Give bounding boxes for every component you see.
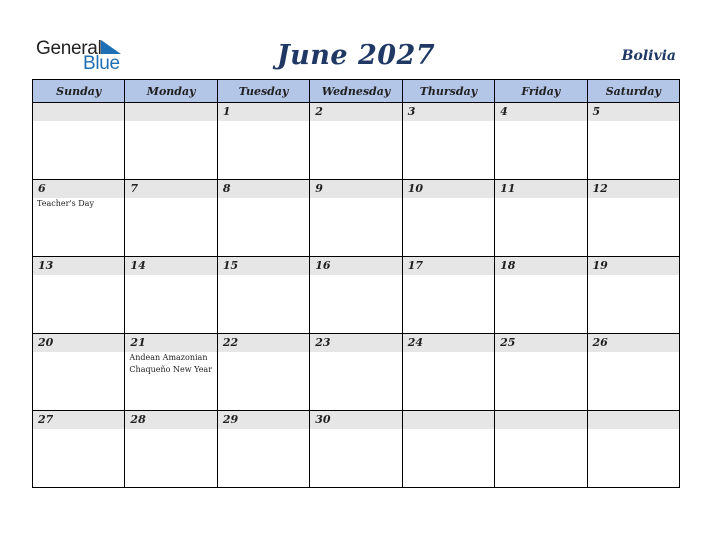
calendar-body <box>33 103 680 488</box>
day-cell <box>402 103 494 180</box>
weekday-sunday: Sunday <box>33 80 125 103</box>
day-cell-header <box>33 257 124 275</box>
day-cell <box>125 411 217 488</box>
day-cell <box>402 257 494 334</box>
day-number: 19 <box>592 259 608 272</box>
day-cell <box>495 180 587 257</box>
day-cell <box>587 103 679 180</box>
day-cell-header <box>33 411 124 429</box>
day-cell-header <box>495 334 586 352</box>
day-cell-header <box>125 103 216 121</box>
day-number: 15 <box>222 259 239 272</box>
day-cell <box>310 180 402 257</box>
day-cell <box>587 180 679 257</box>
day-cell <box>402 411 494 488</box>
day-number: 3 <box>407 105 416 118</box>
day-cell <box>217 334 309 411</box>
day-cell <box>587 411 679 488</box>
day-number: 29 <box>222 413 239 426</box>
day-cell <box>587 257 679 334</box>
day-number: 2 <box>315 105 323 118</box>
holiday-label: Andean Amazonian Chaqueño New Year <box>129 353 213 374</box>
weekday-saturday: Saturday <box>587 80 679 103</box>
day-cell-header <box>218 257 309 275</box>
day-cell-header <box>310 334 401 352</box>
day-cell-header <box>33 180 124 198</box>
day-cell-header <box>125 257 216 275</box>
day-number: 22 <box>222 336 239 349</box>
day-number: 16 <box>315 259 331 272</box>
calendar-grid <box>32 79 680 488</box>
day-cell-header <box>495 411 586 429</box>
day-cell <box>217 411 309 488</box>
day-number: 24 <box>407 336 423 349</box>
day-number: 12 <box>592 182 608 195</box>
weekday-header-row <box>33 80 680 103</box>
day-cell-header <box>588 411 679 429</box>
holiday-label: Teacher's Day <box>37 199 94 208</box>
day-cell <box>310 257 402 334</box>
day-cell-header <box>310 103 401 121</box>
day-cell-header <box>125 411 216 429</box>
day-cell-header <box>403 334 494 352</box>
weekday-monday: Monday <box>125 80 217 103</box>
day-cell <box>310 103 402 180</box>
day-cell-header <box>495 257 586 275</box>
day-cell-header <box>403 180 494 198</box>
day-cell-header <box>218 103 309 121</box>
day-number: 9 <box>315 182 323 195</box>
day-number: 1 <box>222 105 231 118</box>
day-cell-header <box>403 411 494 429</box>
weekday-wednesday: Wednesday <box>310 80 402 103</box>
day-cell-header <box>310 411 401 429</box>
day-cell <box>125 334 217 411</box>
weekday-thursday: Thursday <box>402 80 494 103</box>
day-cell <box>495 257 587 334</box>
logo-text-blue: Blue <box>83 53 120 74</box>
day-number: 11 <box>500 182 516 195</box>
day-cell-header <box>33 334 124 352</box>
day-cell <box>125 257 217 334</box>
day-number: 6 <box>38 182 46 195</box>
day-cell-header <box>588 180 679 198</box>
day-cell <box>33 411 125 488</box>
day-number: 23 <box>315 336 331 349</box>
day-cell-header <box>495 103 586 121</box>
day-number: 30 <box>315 413 331 426</box>
day-cell <box>495 411 587 488</box>
day-number: 18 <box>500 259 516 272</box>
day-cell <box>125 180 217 257</box>
day-cell <box>310 334 402 411</box>
day-number: 7 <box>130 182 139 195</box>
day-cell <box>33 103 125 180</box>
day-number: 10 <box>407 182 423 195</box>
day-cell-header <box>218 334 309 352</box>
day-number: 4 <box>500 105 508 118</box>
week-row <box>33 103 680 180</box>
weekday-tuesday: Tuesday <box>217 80 309 103</box>
page-title: June 2027 <box>276 40 436 71</box>
day-cell <box>125 103 217 180</box>
day-number: 5 <box>592 105 601 118</box>
day-number: 20 <box>38 336 54 349</box>
day-cell-header <box>588 103 679 121</box>
day-cell <box>217 257 309 334</box>
day-number: 14 <box>130 259 146 272</box>
day-cell <box>402 334 494 411</box>
day-number: 17 <box>407 259 423 272</box>
day-cell <box>495 103 587 180</box>
day-cell <box>33 334 125 411</box>
logo-text-general: General <box>36 38 102 59</box>
day-number: 28 <box>130 413 146 426</box>
week-row <box>33 257 680 334</box>
day-number: 26 <box>592 336 608 349</box>
day-cell-header <box>310 257 401 275</box>
day-number: 13 <box>38 259 54 272</box>
day-number: 21 <box>130 336 146 349</box>
day-number: 25 <box>500 336 516 349</box>
day-cell-header <box>495 180 586 198</box>
week-row <box>33 180 680 257</box>
day-cell <box>33 180 125 257</box>
day-cell <box>310 411 402 488</box>
day-cell <box>495 334 587 411</box>
week-row <box>33 411 680 488</box>
day-cell-header <box>588 334 679 352</box>
weekday-friday: Friday <box>495 80 587 103</box>
week-row <box>33 334 680 411</box>
day-cell-header <box>218 180 309 198</box>
day-cell <box>217 180 309 257</box>
day-cell <box>587 334 679 411</box>
day-cell-header <box>403 103 494 121</box>
day-cell-header <box>125 334 216 352</box>
day-cell-header <box>218 411 309 429</box>
day-cell-header <box>33 103 124 121</box>
day-cell <box>33 257 125 334</box>
day-cell-header <box>125 180 216 198</box>
day-cell-header <box>588 257 679 275</box>
day-number: 27 <box>38 413 54 426</box>
day-cell-header <box>403 257 494 275</box>
day-cell-header <box>310 180 401 198</box>
country-label: Bolivia <box>621 48 676 64</box>
day-number: 8 <box>222 182 231 195</box>
day-cell <box>217 103 309 180</box>
day-cell <box>402 180 494 257</box>
